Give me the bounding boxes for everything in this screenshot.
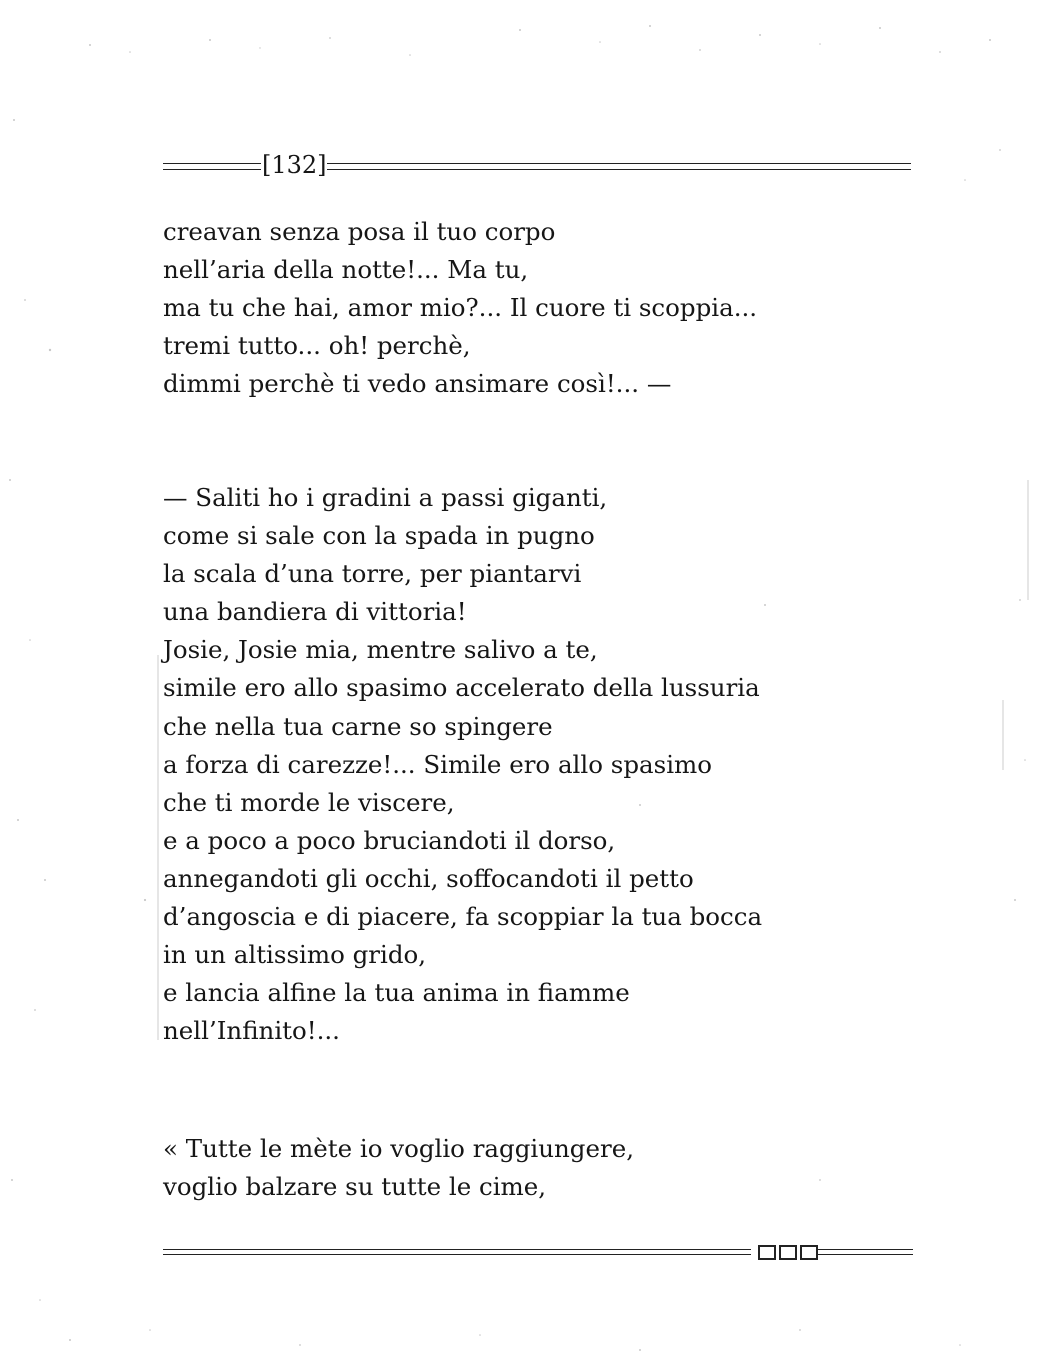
three-squares-ornament-icon	[758, 1245, 821, 1259]
verse-line: « Tutte le mète io voglio raggiungere,	[163, 1134, 634, 1163]
verse-line: una bandiera di vittoria!	[163, 597, 467, 627]
page-footer	[163, 1243, 915, 1267]
verse-line: voglio balzare su tutte le cime,	[163, 1172, 547, 1202]
verse-line: come si sale con la spada in pugno	[163, 521, 595, 551]
header-rule-left	[163, 163, 261, 170]
verse-line: in un altissimo grido,	[163, 940, 427, 970]
page-header	[163, 150, 913, 180]
verse-line: e lancia alfine la tua anima in fiamme	[163, 978, 630, 1008]
verse-line: — Saliti ho i gradini a passi giganti,	[163, 483, 608, 512]
verse-line: simile ero allo spasimo accelerato della lussuria	[163, 673, 760, 703]
footer-rule-left	[163, 1249, 751, 1255]
verse-line: d’angoscia e di piacere, fa scoppiar la tua bocca	[163, 902, 763, 932]
square-icon	[779, 1245, 797, 1260]
stanza-2	[163, 479, 762, 1050]
verse-line: creavan senza posa il tuo corpo	[163, 217, 556, 246]
verse-line: a forza di carezze!... Simile ero allo spasimo	[163, 749, 713, 779]
verse-line: e a poco a poco bruciandoti il dorso,	[163, 825, 616, 855]
stanza-3	[163, 1130, 634, 1206]
page-number: [132]	[262, 151, 327, 179]
header-rule-right	[327, 163, 911, 170]
verse-line: nell’Infinito!...	[163, 1016, 340, 1046]
verse-line: nell’aria della notte!... Ma tu,	[163, 255, 529, 285]
verse-line: che ti morde le viscere,	[163, 787, 455, 817]
verse-line: la scala d’una torre, per piantarvi	[163, 559, 582, 589]
verse-line: ma tu che hai, amor mio?... Il cuore ti scoppia...	[163, 293, 758, 323]
verse-line: che nella tua carne so spingere	[163, 711, 553, 741]
verse-line: Josie, Josie mia, mentre salivo a te,	[163, 635, 598, 665]
verse-line: annegandoti gli occhi, soffocandoti il petto	[163, 863, 694, 893]
stanza-1	[163, 213, 757, 403]
square-icon	[758, 1245, 776, 1260]
verse-line: dimmi perchè ti vedo ansimare così!... —	[163, 369, 672, 399]
footer-rule-right	[817, 1249, 913, 1255]
verse-line: tremi tutto... oh! perchè,	[163, 331, 471, 361]
square-icon	[800, 1245, 818, 1260]
